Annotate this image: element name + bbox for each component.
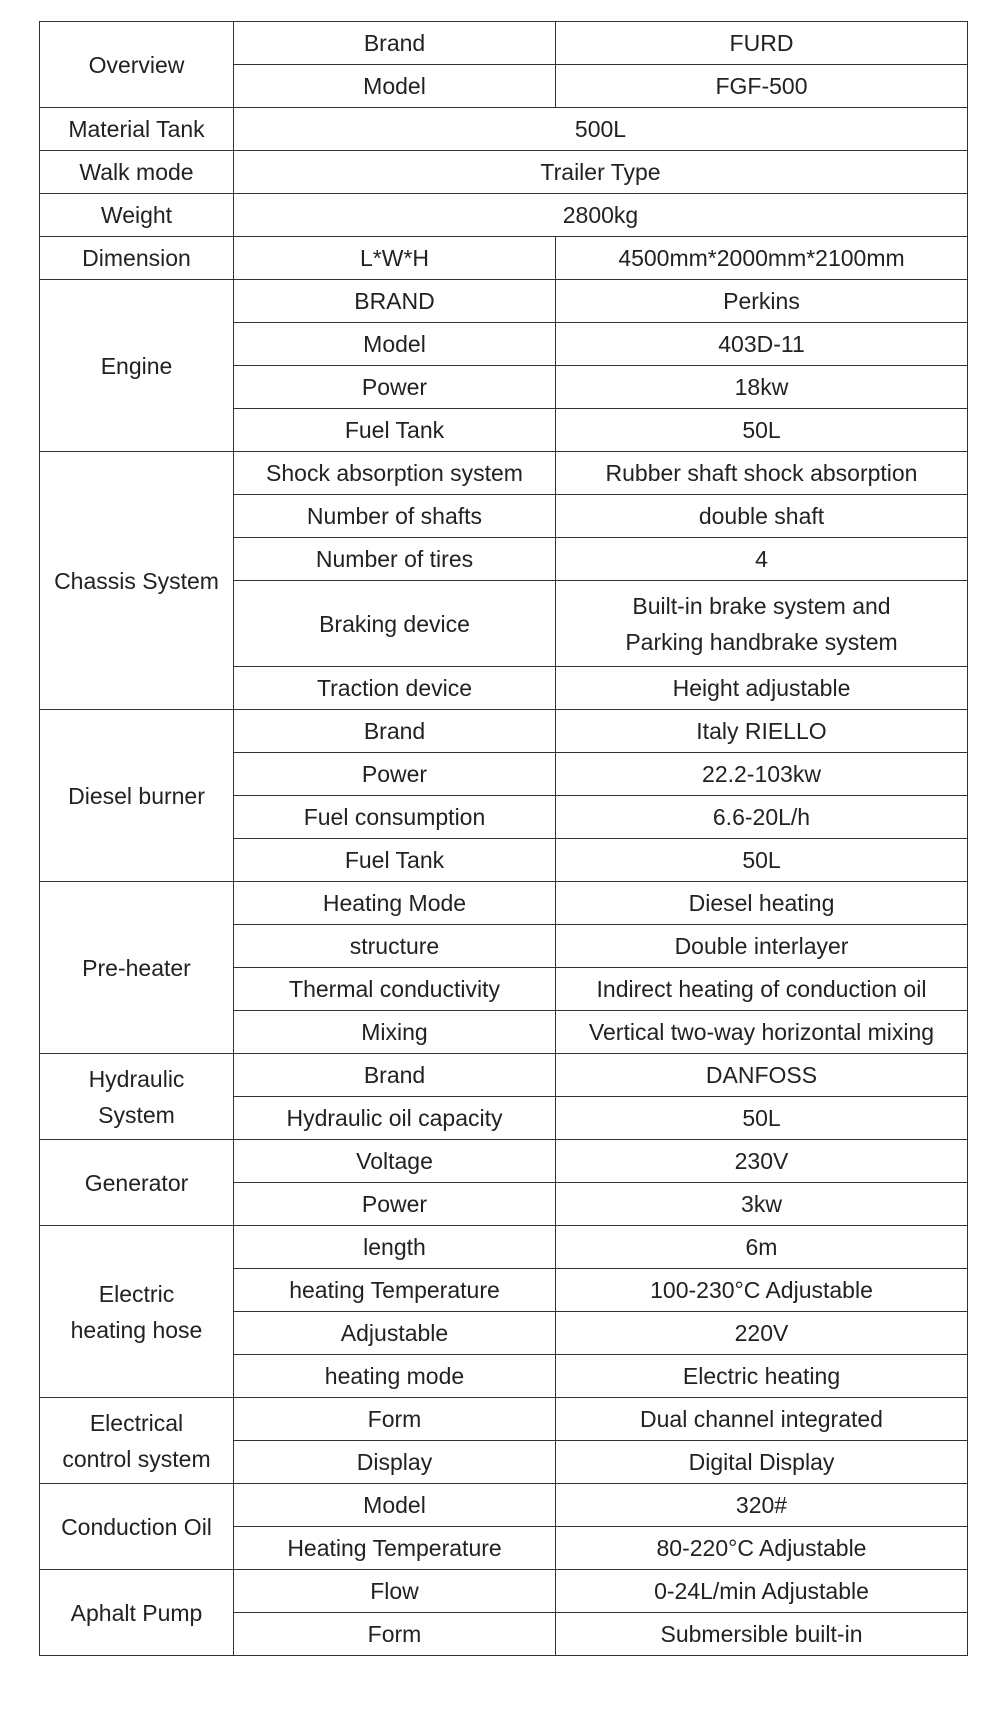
value-cell: double shaft [556,495,968,538]
category-cell: Overview [40,22,234,108]
table-row [40,710,968,753]
label-cell: Form [234,1398,556,1441]
value-cell: 50L [556,1097,968,1140]
value-cell: Dual channel integrated [556,1398,968,1441]
label-cell: Number of tires [234,538,556,581]
category-cell: Aphalt Pump [40,1570,234,1656]
value-cell: 50L [556,409,968,452]
category-cell: Weight [40,194,234,237]
label-cell: Mixing [234,1011,556,1054]
value-cell: 3kw [556,1183,968,1226]
label-cell: Model [234,1484,556,1527]
value-cell: 0-24L/min Adjustable [556,1570,968,1613]
spec-table [39,21,968,1656]
label-cell: Voltage [234,1140,556,1183]
label-cell: Power [234,753,556,796]
category-cell [40,1226,234,1398]
table-row [40,1140,968,1183]
value-cell: FGF-500 [556,65,968,108]
value-cell: FURD [556,22,968,65]
label-cell: Hydraulic oil capacity [234,1097,556,1140]
label-cell: Heating Mode [234,882,556,925]
value-cell: 320# [556,1484,968,1527]
table-row [40,237,968,280]
category-cell [40,1054,234,1140]
value-cell: Perkins [556,280,968,323]
label-cell: Power [234,366,556,409]
label-cell: Display [234,1441,556,1484]
category-line: System [98,1101,175,1128]
label-cell: BRAND [234,280,556,323]
value-cell [556,581,968,667]
value-cell: Indirect heating of conduction oil [556,968,968,1011]
label-cell: Brand [234,22,556,65]
label-cell: Form [234,1613,556,1656]
label-cell: L*W*H [234,237,556,280]
category-cell: Conduction Oil [40,1484,234,1570]
table-row [40,280,968,323]
label-cell: heating Temperature [234,1269,556,1312]
label-cell: Shock absorption system [234,452,556,495]
value-cell: Double interlayer [556,925,968,968]
category-cell: Chassis System [40,452,234,710]
value-cell: Submersible built-in [556,1613,968,1656]
value-cell: Digital Display [556,1441,968,1484]
category-cell [40,1398,234,1484]
table-row [40,1570,968,1613]
category-cell: Engine [40,280,234,452]
category-line: Hydraulic [88,1065,185,1092]
category-line: control system [62,1445,211,1472]
value-cell: 4500mm*2000mm*2100mm [556,237,968,280]
table-row [40,1484,968,1527]
value-cell: Italy RIELLO [556,710,968,753]
value-cell: 220V [556,1312,968,1355]
label-cell: Thermal conductivity [234,968,556,1011]
category-line: heating hose [70,1316,203,1343]
value-cell: 50L [556,839,968,882]
label-cell: Fuel consumption [234,796,556,839]
category-cell: Walk mode [40,151,234,194]
value-cell: 2800kg [234,194,968,237]
table-row [40,1054,968,1097]
label-cell: Fuel Tank [234,409,556,452]
label-cell: Heating Temperature [234,1527,556,1570]
label-cell: structure [234,925,556,968]
value-cell: Vertical two-way horizontal mixing [556,1011,968,1054]
value-cell: 100-230°C Adjustable [556,1269,968,1312]
table-row [40,1398,968,1441]
label-cell: Braking device [234,581,556,667]
value-line: Parking handbrake system [625,628,898,655]
category-line: Electric [98,1280,175,1307]
label-cell: Brand [234,710,556,753]
label-cell: Model [234,323,556,366]
value-cell: 22.2-103kw [556,753,968,796]
value-cell: DANFOSS [556,1054,968,1097]
value-cell: Trailer Type [234,151,968,194]
value-cell: Rubber shaft shock absorption [556,452,968,495]
label-cell: Flow [234,1570,556,1613]
value-cell: 403D-11 [556,323,968,366]
table-row [40,108,968,151]
label-cell: Model [234,65,556,108]
label-cell: length [234,1226,556,1269]
label-cell: Number of shafts [234,495,556,538]
category-cell: Dimension [40,237,234,280]
label-cell: Power [234,1183,556,1226]
table-row [40,22,968,65]
label-cell: Brand [234,1054,556,1097]
value-line: Built-in brake system and [632,592,891,619]
table-row [40,882,968,925]
value-cell: 230V [556,1140,968,1183]
category-cell: Generator [40,1140,234,1226]
table-row [40,151,968,194]
label-cell: Fuel Tank [234,839,556,882]
value-cell: 80-220°C Adjustable [556,1527,968,1570]
value-cell: Electric heating [556,1355,968,1398]
category-line: Electrical [89,1409,184,1436]
category-cell: Pre-heater [40,882,234,1054]
value-cell: Diesel heating [556,882,968,925]
table-row [40,1226,968,1269]
label-cell: Adjustable [234,1312,556,1355]
table-row [40,452,968,495]
table-row [40,194,968,237]
value-cell: 6.6-20L/h [556,796,968,839]
value-cell: 18kw [556,366,968,409]
label-cell: heating mode [234,1355,556,1398]
value-cell: 4 [556,538,968,581]
value-cell: 500L [234,108,968,151]
value-cell: 6m [556,1226,968,1269]
category-cell: Material Tank [40,108,234,151]
category-cell: Diesel burner [40,710,234,882]
label-cell: Traction device [234,667,556,710]
value-cell: Height adjustable [556,667,968,710]
